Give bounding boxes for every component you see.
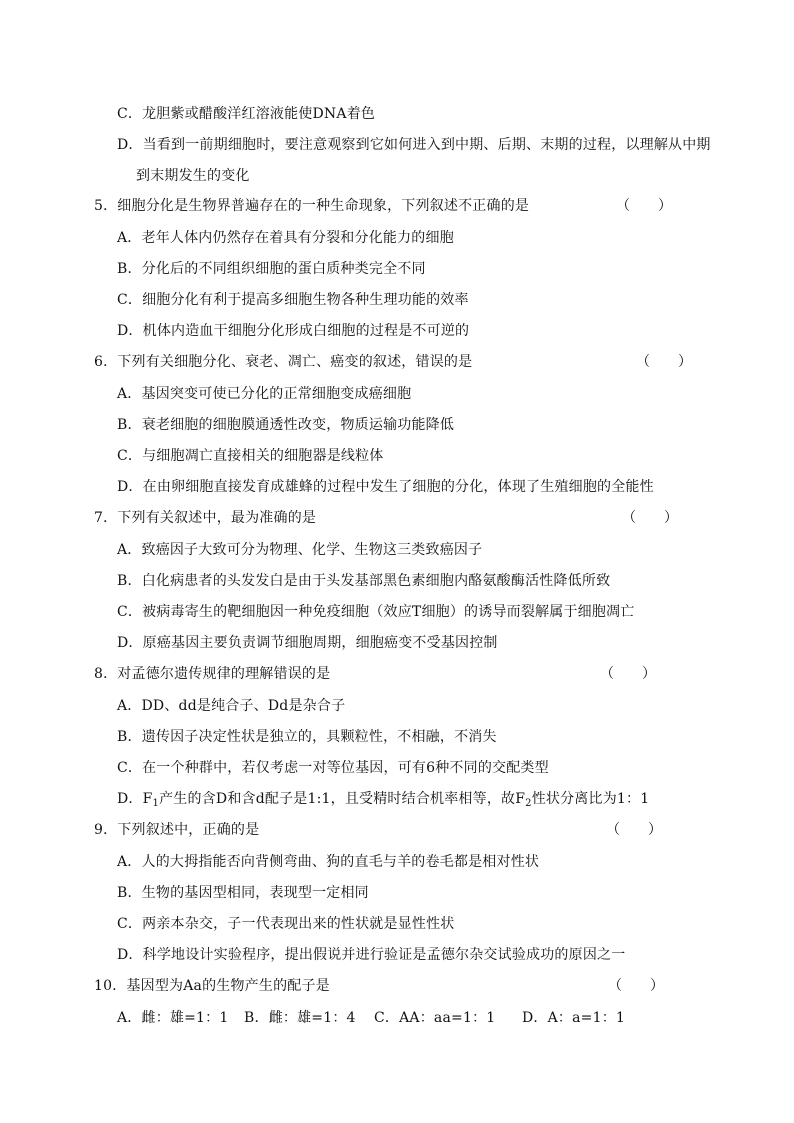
q8-option-d-post: 性状分离比为1：1 [531, 791, 650, 807]
q8-option-b: B．遗传因子决定性状是独立的，具颗粒性，不相融，不消失 [117, 729, 497, 745]
q5-option-a: A．老年人体内仍然存在着具有分裂和分化能力的细胞 [117, 230, 454, 246]
q5-answer-blank: （ ） [616, 198, 672, 214]
q8-option-c: C．在一个种群中，若仅考虑一对等位基因，可有6种不同的交配类型 [117, 760, 549, 776]
q4-option-d: D．当看到一前期细胞时，要注意观察到它如何进入到中期、后期、末期的过程，以理解从中期 [117, 137, 711, 153]
q9-option-b: B．生物的基因型相同，表现型一定相同 [117, 885, 369, 901]
q7-option-d: D．原癌基因主要负责调节细胞周期，细胞癌变不受基因控制 [117, 635, 498, 651]
q5-option-b: B．分化后的不同组织细胞的蛋白质种类完全不同 [117, 261, 426, 277]
q6-answer-blank: （ ） [636, 354, 692, 370]
q6-option-d: D．在由卵细胞直接发育成雄蜂的过程中发生了细胞的分化，体现了生殖细胞的全能性 [117, 479, 654, 495]
q10-stem: 10．基因型为Aa的生物产生的配子是 [94, 978, 330, 994]
q6-option-a: A．基因突变可使已分化的正常细胞变成癌细胞 [117, 386, 412, 402]
q8-option-d-pre: D．F [117, 791, 153, 807]
q8-option-a: A．DD、dd是纯合子、Dd是杂合子 [117, 698, 346, 714]
q9-option-c: C．两亲本杂交，子一代表现出来的性状就是显性性状 [117, 916, 455, 932]
q8-option-d [117, 789, 649, 809]
q7-option-c: C．被病毒寄生的靶细胞因一种免疫细胞（效应T细胞）的诱导而裂解属于细胞凋亡 [117, 604, 635, 620]
q6-stem: 6．下列有关细胞分化、衰老、凋亡、癌变的叙述，错误的是 [94, 354, 473, 370]
q5-stem: 5．细胞分化是生物界普遍存在的一种生命现象，下列叙述不正确的是 [94, 198, 530, 214]
q9-stem: 9．下列叙述中，正确的是 [94, 822, 260, 838]
q8-option-d-sub1: 1 [152, 798, 160, 809]
q4-option-d-continued: 到末期发生的变化 [136, 168, 250, 184]
q7-option-a: A．致癌因子大致可分为物理、化学、生物这三类致癌因子 [117, 542, 483, 558]
q10-option-b: B．雌：雄=1：4 [244, 1010, 356, 1026]
q6-option-c: C．与细胞凋亡直接相关的细胞器是线粒体 [117, 448, 384, 464]
q10-option-d: D．A：a=1：1 [522, 1010, 626, 1026]
q8-option-d-mid: 产生的含D和含d配子是1:1，且受精时结合机率相等，故F [159, 791, 526, 807]
q10-option-c: C．AA：aa=1：1 [374, 1010, 496, 1026]
q10-answer-blank: （ ） [608, 978, 664, 994]
q7-stem: 7．下列有关叙述中，最为准确的是 [94, 510, 317, 526]
q6-option-b: B．衰老细胞的细胞膜通透性改变，物质运输功能降低 [117, 417, 455, 433]
q5-option-d: D．机体内造血干细胞分化形成白细胞的过程是不可逆的 [117, 323, 470, 339]
q7-answer-blank: （ ） [622, 510, 678, 526]
q8-stem: 8．对孟德尔遗传规律的理解错误的是 [94, 666, 331, 682]
q5-option-c: C．细胞分化有利于提高多细胞生物各种生理功能的效率 [117, 292, 469, 308]
q7-option-b: B．白化病患者的头发发白是由于头发基部黑色素细胞内酪氨酸酶活性降低所致 [117, 573, 611, 589]
q10-option-a: A．雌：雄=1：1 [117, 1010, 229, 1026]
q4-option-c: C．龙胆紫或醋酸洋红溶液能使DNA着色 [117, 106, 376, 122]
q9-option-a: A．人的大拇指能否向背侧弯曲、狗的直毛与羊的卷毛都是相对性状 [117, 854, 540, 870]
q9-answer-blank: （ ） [606, 822, 662, 838]
q9-option-d: D．科学地设计实验程序，提出假说并进行验证是孟德尔杂交试验成功的原因之一 [117, 947, 626, 963]
q8-option-d-sub2: 2 [525, 798, 532, 809]
q8-answer-blank: （ ） [600, 666, 656, 682]
